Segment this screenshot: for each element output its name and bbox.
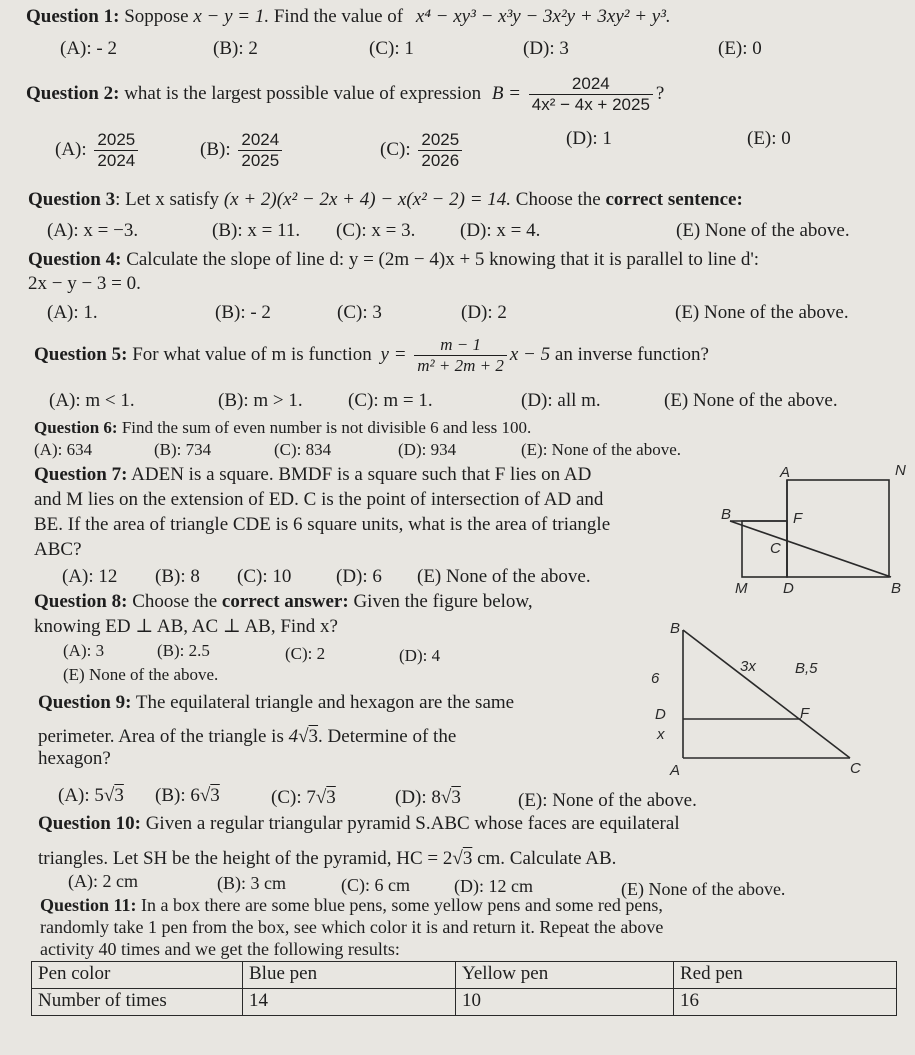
- q2-option-e: (E): 0: [747, 128, 791, 149]
- q7-text-2: and M lies on the extension of ED. C is the point of intersection of AD and: [34, 489, 604, 510]
- q9-a-coef: 5: [94, 785, 104, 806]
- q2-numerator: 2024: [529, 74, 653, 95]
- q5-label: Question 5:: [34, 344, 128, 365]
- q7-label-b2: B: [891, 580, 902, 597]
- q9-line-1: [38, 692, 514, 714]
- q8-label-d: D: [655, 706, 666, 723]
- q7-label-a: A: [780, 464, 791, 481]
- q9-d-coef: 8: [431, 787, 441, 808]
- q2-option-c-key: (C):: [380, 139, 411, 160]
- q9-label: Question 9:: [38, 692, 132, 713]
- q8-option-a: (A): 3: [63, 641, 105, 660]
- q4-option-c: (C): 3: [337, 302, 382, 323]
- q6-option-c: (C): 834: [274, 440, 332, 459]
- q5-option-d: (D): all m.: [521, 390, 601, 411]
- q5-line: [34, 333, 709, 377]
- q5-option-c: (C): m = 1.: [348, 390, 433, 411]
- q8-label-f: F: [800, 705, 810, 722]
- q9-area-coef: 4: [288, 726, 299, 747]
- q7-option-a: (A): 12: [62, 566, 118, 587]
- q1-label: Question 1:: [26, 6, 120, 27]
- q7-label: Question 7:: [34, 464, 128, 485]
- q10-text-2b: cm. Calculate AB.: [472, 848, 617, 869]
- q3-ask-bold: correct sentence:: [605, 189, 743, 210]
- q9-d-key: (D):: [395, 787, 427, 808]
- q10-option-b: (B): 3 cm: [217, 873, 286, 893]
- q6-line: [34, 417, 531, 439]
- q8-option-e: (E) None of the above.: [63, 665, 219, 684]
- table-header-row: [32, 962, 897, 989]
- q3-label: Question 3: [28, 189, 116, 210]
- q8-line: [34, 591, 533, 613]
- q7-text-1: ADEN is a square. BMDF is a square such that F lies on AD: [131, 464, 592, 485]
- q8-label-b5: B,5: [795, 660, 818, 677]
- q8-text2: knowing ED ⊥ AB, AC ⊥ AB, Find x?: [34, 616, 338, 637]
- q9-a-key: (A):: [58, 785, 90, 806]
- q9-a-rad: 3: [114, 785, 124, 806]
- q4-option-a: (A): 1.: [47, 302, 98, 323]
- table-header-cell: Yellow pen: [456, 962, 674, 989]
- q9-d-rad: 3: [451, 787, 461, 808]
- q6-option-d: (D): 934: [398, 440, 457, 459]
- q9-b-rad: 3: [210, 785, 220, 806]
- q2-lhs: B =: [491, 83, 522, 104]
- q3-equation: (x + 2)(x² − 2x + 4) − x(x² − 2) = 14.: [223, 189, 512, 210]
- q8-option-d: (D): 4: [399, 646, 441, 665]
- q9-option-c: (C): 7√3: [271, 787, 336, 808]
- q10-text-1: Given a regular triangular pyramid S.ABC whose faces are equilateral: [145, 813, 680, 834]
- q5-text: For what value of m is function: [132, 344, 372, 365]
- q2-c-den: 2026: [421, 151, 460, 171]
- q2-option-a: [55, 128, 141, 172]
- table-cell: 14: [243, 989, 456, 1016]
- q1-option-a: (A): - 2: [60, 38, 117, 59]
- q9-c-key: (C):: [271, 787, 302, 808]
- q4-option-b: (B): - 2: [215, 302, 271, 323]
- q1-cond: x − y = 1.: [193, 6, 270, 27]
- q2-option-c: [380, 128, 465, 172]
- q9-text-2b: . Determine of the: [318, 726, 457, 747]
- q2-option-b-fraction: [238, 130, 282, 171]
- q2-fraction: [529, 74, 653, 115]
- q7-option-d: (D): 6: [336, 566, 382, 587]
- q2-b-num: 2024: [238, 130, 282, 151]
- q7-label-c: C: [770, 540, 781, 557]
- q4-option-e: (E) None of the above.: [675, 302, 849, 323]
- q7-label-m: M: [735, 580, 748, 597]
- q11-line-1: [40, 894, 663, 916]
- q8-label-a: A: [670, 762, 681, 779]
- q3-option-d: (D): x = 4.: [460, 220, 541, 241]
- q5-option-a: (A): m < 1.: [49, 390, 135, 411]
- q7-line-be: [730, 521, 891, 577]
- table-header-cell: Blue pen: [243, 962, 456, 989]
- q6-label: Question 6:: [34, 418, 118, 437]
- q11-results-table: [31, 961, 897, 1016]
- q1-line: [26, 6, 671, 28]
- q7-line-1: [34, 464, 591, 486]
- q10-rad: 3: [462, 848, 473, 869]
- q2-option-a-fraction: [94, 130, 138, 171]
- q2-text: what is the largest possible value of expression: [124, 83, 482, 104]
- q9-b-key: (B):: [155, 785, 186, 806]
- q9-area-rad: 3: [308, 726, 319, 747]
- q10-option-d: (D): 12 cm: [454, 876, 533, 896]
- q7-option-e: (E) None of the above.: [417, 566, 591, 587]
- q11-label: Question 11:: [40, 895, 137, 915]
- q11-text-2: randomly take 1 pen from the box, see which color it is and return it. Repeat the above: [40, 917, 664, 937]
- q7-label-f: F: [793, 510, 803, 527]
- q10-option-e: (E) None of the above.: [621, 879, 786, 899]
- q10-line-1: [38, 813, 680, 835]
- q8-option-c: (C): 2: [285, 644, 326, 663]
- table-cell: 16: [674, 989, 897, 1016]
- q5-option-e: (E) None of the above.: [664, 390, 838, 411]
- q2-a-den: 2024: [97, 151, 136, 171]
- q9-line-2: perimeter. Area of the triangle is 4√3. Determine of the: [38, 726, 457, 747]
- q2-option-b: [200, 128, 285, 172]
- q3-ask: Choose the: [515, 189, 601, 210]
- q8-label-b: B: [670, 620, 681, 637]
- q8-line-bc: [683, 630, 850, 758]
- q8-label-6: 6: [651, 670, 660, 687]
- q5-fraction: [414, 335, 507, 376]
- q3-text: : Let x satisfy: [115, 189, 220, 210]
- q9-c-rad: 3: [326, 787, 336, 808]
- q5-lhs: y =: [380, 344, 407, 365]
- q2-a-num: 2025: [94, 130, 138, 151]
- q3-option-a: (A): x = −3.: [47, 220, 139, 241]
- q7-text-3: BE. If the area of triangle CDE is 6 square units, what is the area of triangle: [34, 514, 611, 535]
- q2-option-a-key: (A):: [55, 139, 87, 160]
- q8-figure: [645, 615, 875, 790]
- q9-option-e: (E): None of the above.: [518, 790, 697, 811]
- q9-option-b: (B): 6√3: [155, 785, 220, 806]
- q5-numerator: m − 1: [414, 335, 507, 356]
- q4-line: [28, 249, 759, 271]
- q4-text: Calculate the slope of line d: y = (2m − 4)x + 5 knowing that it is parallel to line d':: [126, 249, 760, 270]
- q11-text-3: activity 40 times and we get the following results:: [40, 939, 400, 959]
- q2-option-c-fraction: [418, 130, 462, 171]
- q3-line: [28, 189, 743, 211]
- q3-option-c: (C): x = 3.: [336, 220, 416, 241]
- q8-option-b: (B): 2.5: [157, 641, 210, 660]
- q10-text-2a: triangles. Let SH be the height of the pyramid, HC = 2: [38, 848, 453, 869]
- q5-denominator: m² + 2m + 2: [417, 356, 504, 376]
- q8-text-end: Given the figure below,: [353, 591, 533, 612]
- q5-option-b: (B): m > 1.: [218, 390, 303, 411]
- q3-option-e: (E) None of the above.: [676, 220, 850, 241]
- q8-label-3x: 3x: [740, 658, 756, 675]
- q1-option-d: (D): 3: [523, 38, 569, 59]
- q3-option-b: (B): x = 11.: [212, 220, 301, 241]
- q7-option-b: (B): 8: [155, 566, 200, 587]
- q11-text-1: In a box there are some blue pens, some yellow pens and some red pens,: [141, 895, 663, 915]
- q7-label-d: D: [783, 580, 794, 597]
- table-cell: Number of times: [32, 989, 243, 1016]
- q9-text-2a: perimeter. Area of the triangle is: [38, 726, 284, 747]
- q8-label-c: C: [850, 760, 861, 777]
- q2-option-d: (D): 1: [566, 128, 612, 149]
- table-header-cell: Pen color: [32, 962, 243, 989]
- q1-expr: x⁴ − xy³ − x³y − 3x²y + 3xy² + y³.: [415, 6, 671, 27]
- q5-rest: x − 5: [509, 344, 551, 365]
- q6-text: Find the sum of even number is not divisible 6 and less 100.: [121, 418, 532, 437]
- q1-option-b: (B): 2: [213, 38, 258, 59]
- q10-line-2: triangles. Let SH be the height of the pyramid, HC = 2√3 cm. Calculate AB.: [38, 848, 617, 869]
- q4-text2: 2x − y − 3 = 0.: [28, 273, 141, 294]
- q1-option-e: (E): 0: [718, 38, 762, 59]
- q7-square-aden: [787, 480, 889, 577]
- q10-option-c: (C): 6 cm: [341, 875, 410, 895]
- q9-text-1: The equilateral triangle and hexagon are the same: [135, 692, 515, 713]
- q2-c-num: 2025: [418, 130, 462, 151]
- q6-option-b: (B): 734: [154, 440, 212, 459]
- q2-end: ?: [655, 83, 665, 104]
- q9-option-d: (D): 8√3: [395, 787, 461, 808]
- q9-b-coef: 6: [190, 785, 200, 806]
- q10-label: Question 10:: [38, 813, 141, 834]
- q6-option-a: (A): 634: [34, 440, 93, 459]
- q2-label: Question 2:: [26, 83, 120, 104]
- q1-text: Soppose: [124, 6, 189, 27]
- q9-option-a: (A): 5√3: [58, 785, 124, 806]
- q8-label-x: x: [657, 726, 665, 743]
- q7-label-n: N: [895, 462, 906, 479]
- q7-option-c: (C): 10: [237, 566, 292, 587]
- q8-label: Question 8:: [34, 591, 128, 612]
- table-header-cell: Red pen: [674, 962, 897, 989]
- q1-option-c: (C): 1: [369, 38, 414, 59]
- q4-option-d: (D): 2: [461, 302, 507, 323]
- q7-figure: [715, 455, 913, 600]
- q10-option-a: (A): 2 cm: [68, 871, 138, 891]
- q5-end: an inverse function?: [554, 344, 709, 365]
- q7-label-b1: B: [721, 506, 732, 523]
- q9-text-3: hexagon?: [38, 748, 111, 769]
- q9-c-coef: 7: [306, 787, 316, 808]
- q8-text-bold: correct answer:: [221, 591, 349, 612]
- q1-ask: Find the value of: [273, 6, 404, 27]
- q7-text-4: ABC?: [34, 539, 82, 560]
- q2-denominator: 4x² − 4x + 2025: [531, 95, 650, 115]
- q6-option-e: (E): None of the above.: [521, 440, 682, 459]
- q2-option-b-key: (B):: [200, 139, 231, 160]
- table-row: [32, 989, 897, 1016]
- q2-b-den: 2025: [241, 151, 280, 171]
- q4-label: Question 4:: [28, 249, 122, 270]
- table-cell: 10: [456, 989, 674, 1016]
- q2-line: [26, 72, 664, 116]
- q8-text: Choose the: [132, 591, 218, 612]
